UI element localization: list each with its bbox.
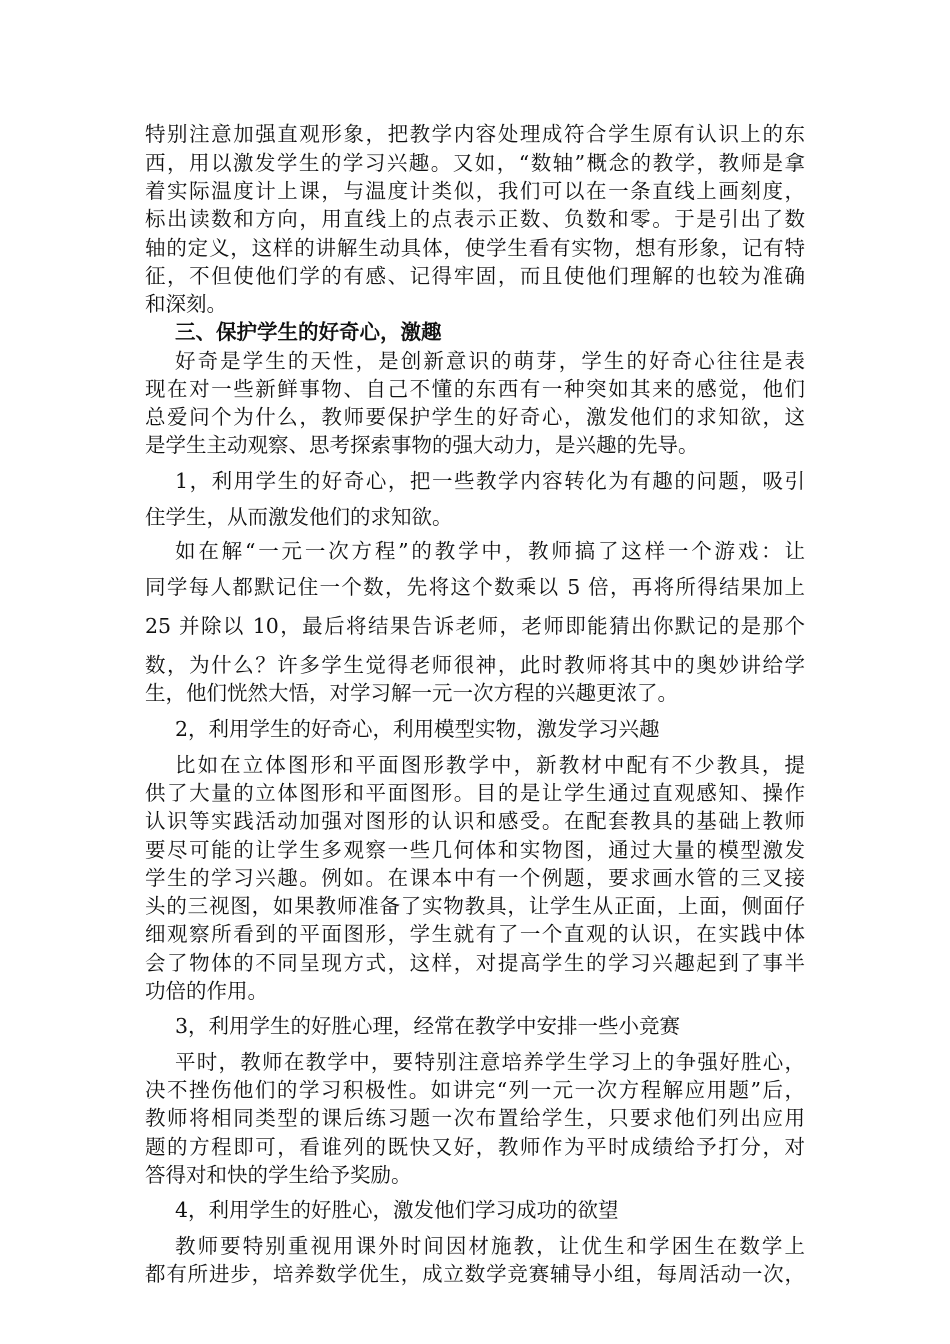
text-line: 好奇是学生的天性，是创新意识的萌芽，学生的好奇心往往是表 [175,349,805,373]
text-line: 现在对一些新鲜事物、自己不懂的东西有一种突如其来的感觉，他们 [145,377,805,401]
text-line: 征，不但使他们学的有感、记得牢固，而且使他们理解的也较为准确 [145,264,805,288]
text-line: 轴的定义，这样的讲解生动具体，使学生看有实物，想有形象，记有特 [145,236,805,260]
text-line: 教师要特别重视用课外时间因材施教，让优生和学困生在数学上 [175,1234,805,1258]
text-line: 着实际温度计上课，与温度计类似，我们可以在一条直线上画刻度， [145,179,805,203]
text-line: 同学每人都默记住一个数，先将这个数乘以 5 倍，再将所得结果加上 [145,575,805,599]
text-line: 教师将相同类型的课后练习题一次布置给学生，只要求他们列出应用 [145,1106,805,1130]
text-line: 标出读数和方向，用直线上的点表示正数、负数和零。于是引出了数 [145,207,805,231]
text-line: 题的方程即可，看谁列的既快又好，教师作为平时成绩给予打分，对 [145,1135,805,1159]
text-line: 会了物体的不同呈现方式，这样，对提高学生的学习兴趣起到了事半 [145,951,805,975]
subsection-heading: 2，利用学生的好奇心，利用模型实物，激发学习兴趣 [175,717,660,741]
text-line: 要尽可能的让学生多观察一些几何体和实物图，通过大量的模型激发 [145,838,805,862]
text-line: 学生的学习兴趣。例如。在课本中有一个例题，要求画水管的三叉接 [145,866,805,890]
text-line: 平时，教师在教学中，要特别注意培养学生学习上的争强好胜心， [175,1050,805,1074]
text-line: 和深刻。 [145,292,227,316]
text-line: 认识等实践活动加强对图形的认识和感受。在配套教具的基础上教师 [145,809,805,833]
subsection-heading: 4，利用学生的好胜心，激发他们学习成功的欲望 [175,1198,619,1222]
text-line: 1，利用学生的好奇心，把一些教学内容转化为有趣的问题，吸引 [175,469,805,493]
text-line: 特别注意加强直观形象，把教学内容处理成符合学生原有认识上的东 [145,122,805,146]
text-line: 头的三视图，如果教师准备了实物教具，让学生从正面，上面，侧面仔 [145,894,805,918]
section-heading: 三、保护学生的好奇心，激趣 [175,320,442,344]
text-line: 25 并除以 10，最后将结果告诉老师，老师即能猜出你默记的是那个 [145,614,805,638]
text-line: 细观察所看到的平面图形，学生就有了一个直观的认识，在实践中体 [145,922,805,946]
text-line: 西，用以激发学生的学习兴趣。又如，“数轴”概念的教学，教师是拿 [145,151,805,175]
text-line: 总爱问个为什么，教师要保护学生的好奇心，激发他们的求知欲，这 [145,405,805,429]
text-line: 数，为什么？许多学生觉得老师很神，此时教师将其中的奥妙讲给学 [145,653,805,677]
text-line: 答得对和快的学生给予奖励。 [145,1163,412,1187]
text-line: 比如在立体图形和平面图形教学中，新教材中配有不少教具，提 [175,753,805,777]
text-line: 功倍的作用。 [145,979,268,1003]
text-line: 如在解“一元一次方程”的教学中，教师搞了这样一个游戏：让 [175,539,805,563]
text-line: 供了大量的立体图形和平面图形。目的是让学生通过直观感知、操作 [145,781,805,805]
text-line: 都有所进步，培养数学优生，成立数学竞赛辅导小组，每周活动一次， [145,1262,805,1286]
subsection-heading: 3，利用学生的好胜心理，经常在教学中安排一些小竞赛 [175,1014,681,1038]
text-line: 生，他们恍然大悟，对学习解一元一次方程的兴趣更浓了。 [145,681,678,705]
text-line: 决不挫伤他们的学习积极性。如讲完“列一元一次方程解应用题”后， [145,1078,805,1102]
text-line: 住学生，从而激发他们的求知欲。 [145,505,453,529]
text-line: 是学生主动观察、思考探索事物的强大动力，是兴趣的先导。 [145,433,699,457]
